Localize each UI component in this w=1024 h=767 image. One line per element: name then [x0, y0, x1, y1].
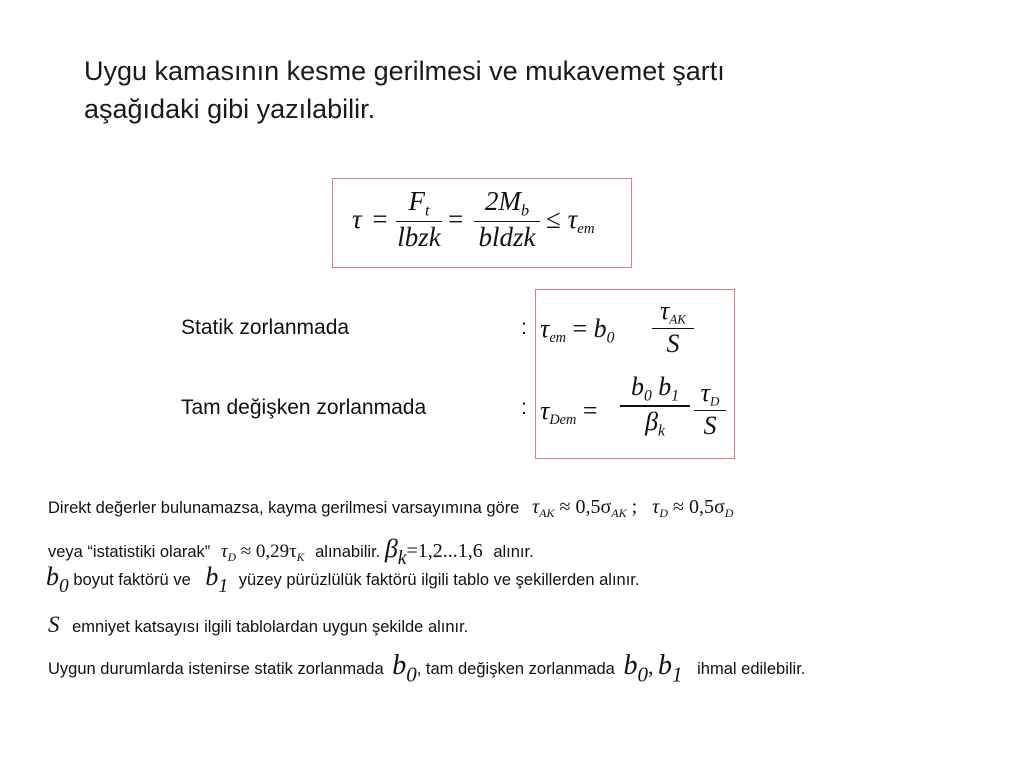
paragraph-neglect: Uygun durumlarda istenirse statik zorlanmada $b_0$, tam değişken zorlanmada $b_0$, $b_1$ ihmal edilebilir. — [48, 650, 806, 687]
paragraph-statistical: veya “istatistiki olarak” $\tau_D \approx 0,29\tau_K$ alınabilir. $\beta_k=1,2...1,6$ alınır. — [48, 534, 534, 569]
static-formula: $\tau_{em} = b_0$ $\tau_{AK}$ S — [540, 296, 730, 368]
title-line-1: Uygu kamasının kesme gerilmesi ve mukavemet şartı — [84, 56, 725, 86]
main-formula: τ = $F_t$ lbzk = $2M_b$ bldzk ≤ $\tau_{em}$ — [352, 186, 595, 253]
fraction-taud-s: $\tau_D$ S — [694, 378, 726, 441]
colon-static: : — [521, 316, 527, 339]
paragraph-direct-values: Direkt değerler bulunamazsa, kayma gerilmesi varsayımına göre $\tau_{AK} \approx 0,5\sigma_{AK}$ ; $\tau_D \approx 0,5\sigma_D$ — [48, 496, 734, 521]
fraction-2mb-bldzk: $2M_b$ bldzk — [474, 186, 540, 253]
slide-title — [84, 52, 725, 128]
fraction-b0b1-betak: $b_0$ $b_1$ $\beta_k$ — [620, 372, 690, 440]
variable-formula: $\tau_{Dem}$ = $b_0$ $b_1$ $\beta_k$ $\tau_D$ S — [540, 372, 730, 452]
title-line-2: aşağıdaki gibi yazılabilir. — [84, 94, 376, 124]
paragraph-factors: $b_0$ boyut faktörü ve $b_1$ yüzey pürüzlülük faktörü ilgili tablo ve şekillerden alınır. — [46, 562, 640, 597]
variable-loading-label: Tam değişken zorlanmada — [181, 396, 427, 419]
static-loading-label: Statik zorlanmada — [181, 316, 350, 339]
paragraph-safety-factor: S emniyet katsayısı ilgili tablolardan uygun şekilde alınır. — [48, 612, 469, 637]
tau-symbol: τ — [352, 204, 362, 234]
colon-variable: : — [521, 396, 527, 419]
fraction-tauak-s: $\tau_{AK}$ S — [652, 296, 694, 359]
fraction-ft-lbzk: $F_t$ lbzk — [397, 186, 441, 253]
